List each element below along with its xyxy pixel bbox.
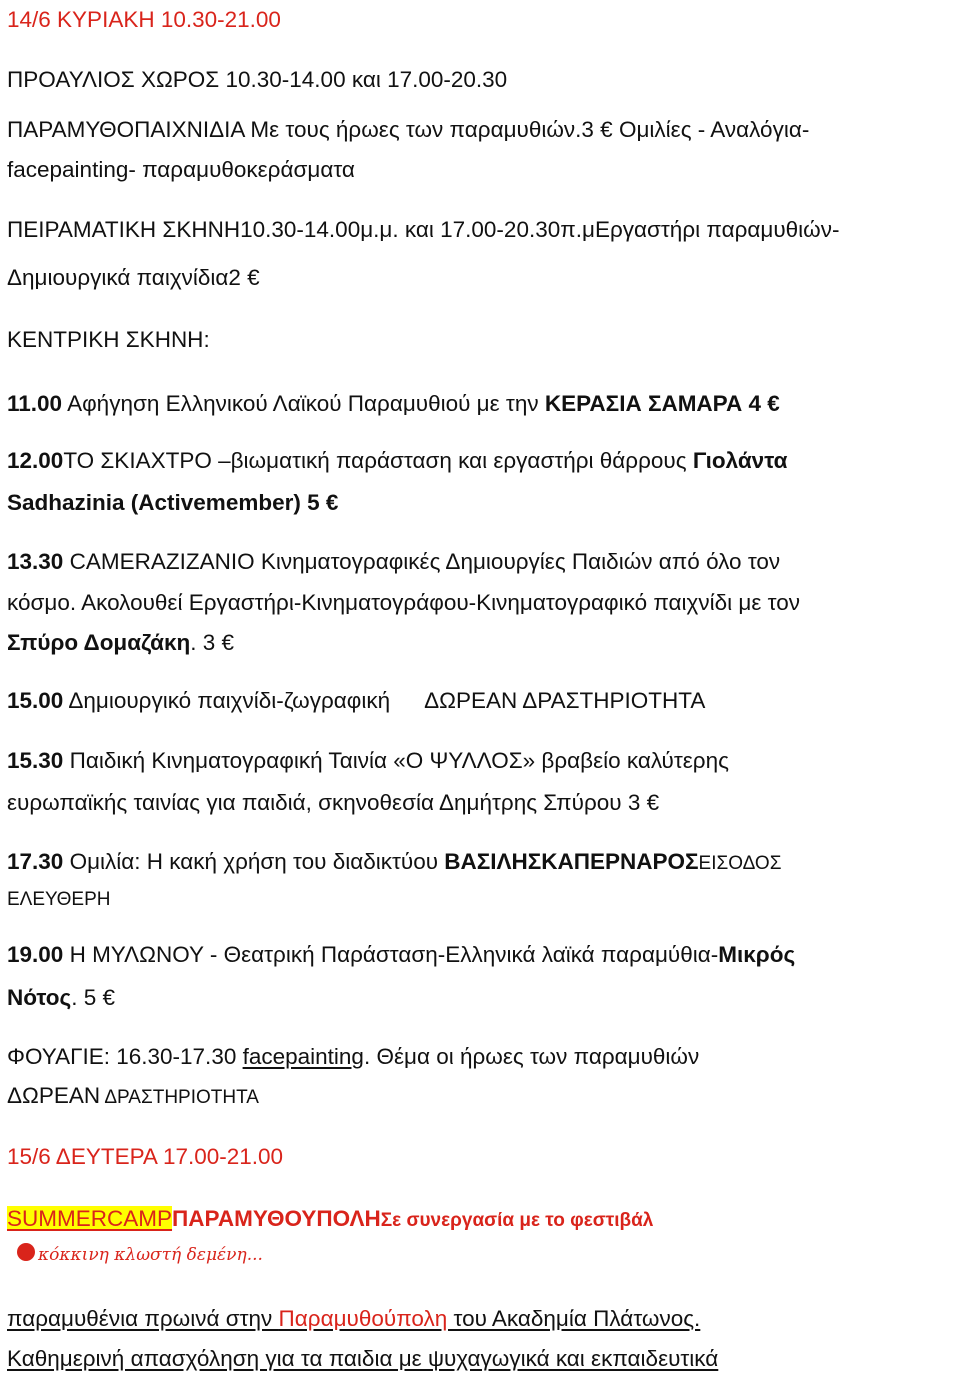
summercamp-black: ΠΑΡΑΜΥΘΟΥΠΟΛΗ xyxy=(172,1206,381,1231)
event-1330-text: CAMERAZIZANIO Κινηματογραφικές Δημιουργίες Παιδιών από όλο τον xyxy=(63,549,781,574)
event-1900-time: 19.00 xyxy=(7,942,64,967)
main-stage-title: ΚΕΝΤΡΙΚΗ ΣΚΗΝΗ xyxy=(7,327,204,352)
forecourt-title: ΠΡΟΑΥΛΙΟΣ ΧΩΡΟΣ xyxy=(7,67,220,92)
event-1730-time: 17.30 xyxy=(7,849,64,874)
event-1900-price: . 5 € xyxy=(71,985,116,1010)
event-1730-line2: ΕΛΕΥΘΕΡΗ xyxy=(7,889,111,910)
event-1500-text: Δημιουργικό παιχνίδι-ζωγραφική xyxy=(63,688,391,713)
event-1900 xyxy=(7,941,795,969)
foyer-free xyxy=(7,1082,259,1112)
experimental-stage-title: ΠΕΙΡΑΜΑΤΙΚΗ ΣΚΗΝΗ xyxy=(7,217,241,242)
foyer-text: . Θέμα οι ήρωες των παραμυθιών xyxy=(363,1044,700,1069)
experimental-stage-desc-2: Δημιουργικά παιχνίδια2 € xyxy=(7,265,260,290)
day2-heading: 15/6 ΔΕΥΤΕΡΑ 17.00-21.00 xyxy=(7,1144,284,1169)
main-stage-colon: : xyxy=(203,327,210,352)
paramythoupoli-link[interactable]: Παραμυθούπολη xyxy=(278,1306,454,1331)
event-1730-entry: ΕΙΣΟΔΟΣ xyxy=(698,853,782,874)
event-1200-line2: Sadhazinia (Activemember) 5 € xyxy=(7,490,339,515)
event-1530-line2: ευρωπαϊκής ταινίας για παιδιά, σκηνοθεσία Δημήτρης Σπύρου 3 € xyxy=(7,790,660,815)
day2-paragraph-2: Καθημερινή απασχόληση για τα παιδια με ψυχαγωγικά και εκπαιδευτικά xyxy=(7,1346,719,1371)
main-stage-title-line xyxy=(7,326,210,354)
event-1530 xyxy=(7,747,729,775)
event-1330-line3 xyxy=(7,629,234,657)
event-1330 xyxy=(7,548,780,576)
logo-text: κόκκινη κλωστή δεμένη... xyxy=(38,1245,263,1265)
event-1730 xyxy=(7,848,781,878)
day2-p1-b: του Ακαδημία Πλάτωνος. xyxy=(453,1306,701,1331)
event-1100 xyxy=(7,390,780,418)
event-1200-text: ΤΟ ΣΚΙΑΧΤΡΟ –βιωματική παράσταση και εργαστήρι θάρρους xyxy=(63,448,693,473)
event-1330-price: . 3 € xyxy=(190,630,235,655)
foyer-line xyxy=(7,1043,699,1071)
foyer-times: : 16.30-17.30 xyxy=(103,1044,243,1069)
forecourt-times: 10.30-14.00 και 17.00-20.30 xyxy=(225,67,508,92)
facepainting-link[interactable]: facepainting xyxy=(242,1044,364,1069)
event-1900-group-2: Νότος xyxy=(7,985,72,1010)
event-1500-time: 15.00 xyxy=(7,688,64,713)
summercamp-note: Σε συνεργασία με το φεστιβάλ xyxy=(380,1210,654,1231)
summercamp-line xyxy=(7,1205,653,1235)
event-1100-time: 11.00 xyxy=(7,391,63,416)
event-1530-time: 15.30 xyxy=(7,748,64,773)
summercamp-red: SUMMERCAMP xyxy=(7,1206,173,1231)
foyer-title: ΦΟΥΑΓΙΕ xyxy=(7,1044,104,1069)
kokkini-klosti-logo xyxy=(10,1240,270,1276)
event-1500-free: ΔΩΡΕΑΝ ΔΡΑΣΤΗΡΙΟΤΗΤΑ xyxy=(424,688,706,713)
forecourt-desc-2: facepainting- παραμυθοκεράσματα xyxy=(7,157,355,182)
event-1100-performer: ΚΕΡΑΣΙΑ ΣΑΜΑΡΑ 4 € xyxy=(544,391,780,416)
event-1900-line2 xyxy=(7,984,115,1012)
day1-heading: 14/6 ΚΥΡΙΑΚΗ 10.30-21.00 xyxy=(7,7,281,32)
event-1330-line2: κόσμο. Ακολουθεί Εργαστήρι-Κινηματογράφου-Κινηματογραφικό παιχνίδι με τον xyxy=(7,590,800,615)
experimental-stage-desc: 10.30-14.00μ.μ. και 17.00-20.30π.μΕργαστήρι παραμυθιών- xyxy=(240,217,840,242)
day2-p1-a: παραμυθένια πρωινά στην xyxy=(7,1306,279,1331)
experimental-stage-line xyxy=(7,216,839,244)
event-1330-time: 13.30 xyxy=(7,549,64,574)
event-1900-text: Η ΜΥΛΩΝΟΥ - Θεατρική Παράσταση-Ελληνικά λαϊκά παραμύθια- xyxy=(63,942,719,967)
event-1200-performer: Γιολάντα xyxy=(692,448,788,473)
event-1730-speaker: ΒΑΣΙΛΗΣΚΑΠΕΡΝΑΡΟΣ xyxy=(444,849,699,874)
event-1730-text: Ομιλία: Η κακή χρήση του διαδικτύου xyxy=(63,849,445,874)
foyer-free-small: ΔΡΑΣΤΗΡΙΟΤΗΤΑ xyxy=(100,1087,259,1108)
event-1530-text: Παιδική Κινηματογραφική Ταινία «Ο ΨΥΛΛΟΣ» βραβείο καλύτερης xyxy=(63,748,729,773)
forecourt-line xyxy=(7,66,507,94)
foyer-free-big: ΔΩΡΕΑΝ xyxy=(7,1083,101,1108)
event-1330-person: Σπύρο Δομαζάκη xyxy=(7,630,191,655)
day2-paragraph-1 xyxy=(7,1305,700,1333)
event-1200-time: 12.00 xyxy=(7,448,64,473)
event-1100-text: Αφήγηση Ελληνικού Λαϊκού Παραμυθιού με την xyxy=(62,391,545,416)
event-1900-group: Μικρός xyxy=(718,942,796,967)
forecourt-desc-1: ΠΑΡΑΜΥΘΟΠΑΙΧΝΙΔΙΑ Με τους ήρωες των παραμυθιών.3 € Ομιλίες - Αναλόγια- xyxy=(7,117,810,142)
event-1200 xyxy=(7,447,787,475)
event-1500 xyxy=(7,687,705,715)
